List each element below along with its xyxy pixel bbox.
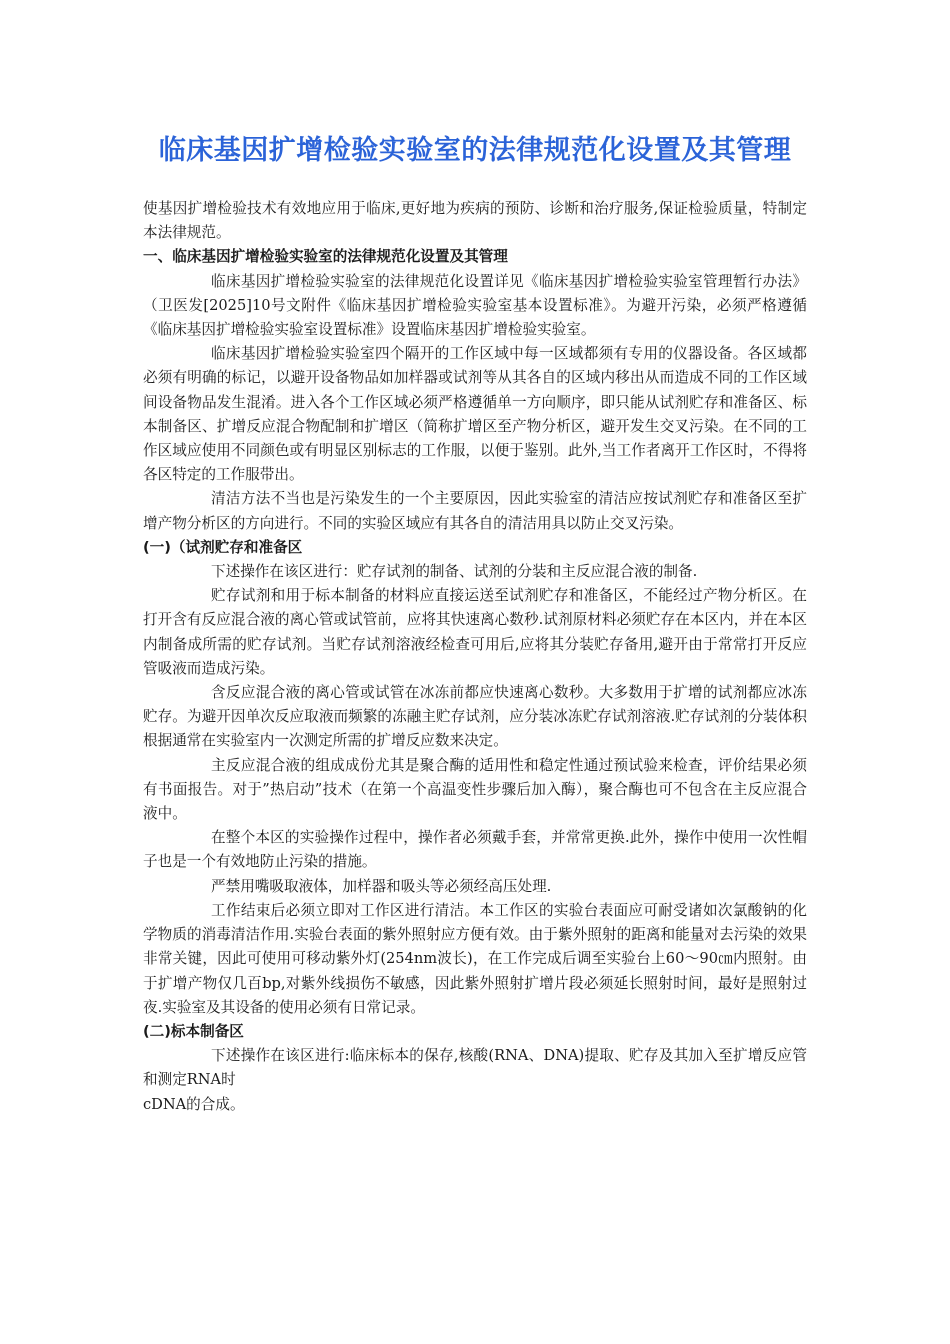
paragraph: 临床基因扩增检验实验室的法律规范化设置详见《临床基因扩增检验实验室管理暂行办法》（卫医发[2025]10号文附件《临床基因扩增检验实验室基本设置标准》。为避开污染，必须严格遵循《临床基因扩增检验实验室设置标准》设置临床基因扩增检验实验室。 xyxy=(143,272,807,339)
paragraph: 下述操作在该区进行：贮存试剂的制备、试剂的分装和主反应混合液的制备. xyxy=(211,563,698,581)
paragraph-continuation: cDNA的合成。 xyxy=(143,1095,245,1113)
paragraph: 工作结束后必须立即对工作区进行清洁。本工作区的实验台表面应可耐受诸如次氯酸钠的化学物质的消毒清洁作用.实验台表面的紫外照射应方便有效。由于紫外照射的距离和能量对去污染的效果非常关键，因此可使用可移动紫外灯(254nm波长)，在工作完成后调至实验台上60～90㎝内照射。由于扩增产物仅几百bp,对紫外线损伤不敏感，因此紫外照射扩增片段必须延长照射时间，最好是照射过夜.实验室及其设备的使用必须有日常记录。 xyxy=(143,901,807,1016)
document-title: 临床基因扩增检验实验室的法律规范化设置及其管理 xyxy=(158,135,792,166)
section-heading-2: (一)（试剂贮存和准备区 xyxy=(143,538,303,556)
section-heading-3: (二)标本制备区 xyxy=(143,1022,244,1040)
paragraph: 贮存试剂和用于标本制备的材料应直接运送至试剂贮存和准备区，不能经过产物分析区。在打开含有反应混合液的离心管或试管前，应将其快速离心数秒.试剂原材料必须贮存在本区内，并在本区内制备成所需的贮存试剂。当贮存试剂溶液经检查可用后,应将其分装贮存备用,避开由于常常打开反应管吸液而造成污染。 xyxy=(143,587,807,677)
paragraph: 清洁方法不当也是污染发生的一个主要原因，因此实验室的清洁应按试剂贮存和准备区至扩增产物分析区的方向进行。不同的实验区域应有其各自的清洁用具以防止交叉污染。 xyxy=(143,490,807,532)
paragraph: 含反应混合液的离心管或试管在冰冻前都应快速离心数秒。大多数用于扩增的试剂都应冰冻贮存。为避开因单次反应取液而频繁的冻融主贮存试剂，应分装冰冻贮存试剂溶液.贮存试剂的分装体积根据通常在实验室内一次测定所需的扩增反应数来决定。 xyxy=(143,684,807,750)
paragraph: 下述操作在该区进行:临床标本的保存,核酸(RNA、DNA)提取、贮存及其加入至扩增反应管和测定RNA时 xyxy=(143,1047,807,1089)
document-body xyxy=(143,197,807,1117)
paragraph: 主反应混合液的组成成份尤其是聚合酶的适用性和稳定性通过预试验来检查，评价结果必须有书面报告。对于”热启动”技术（在第一个高温变性步骤后加入酶），聚合酶也可不包含在主反应混合液中。 xyxy=(143,756,807,823)
section-heading-1: 一、临床基因扩增检验实验室的法律规范化设置及其管理 xyxy=(143,248,508,266)
paragraph: 严禁用嘴吸取液体，加样器和吸头等必须经高压处理. xyxy=(211,877,552,895)
paragraph: 临床基因扩增检验实验室四个隔开的工作区域中每一区域都须有专用的仪器设备。各区域都必须有明确的标记，以避开设备物品如加样器或试剂等从其各自的区域内移出从而造成不同的工作区域间设备物品发生混淆。进入各个工作区域必须严格遵循单一方向顺序，即只能从试剂贮存和准备区、标本制备区、扩增反应混合物配制和扩增区（简称扩增区至产物分析区，避开发生交叉污染。在不同的工作区域应使用不同颜色或有明显区别标志的工作服，以便于鉴别。此外,当工作者离开工作区时，不得将各区特定的工作服带出。 xyxy=(143,345,807,484)
intro-paragraph: 使基因扩增检验技术有效地应用于临床,更好地为疾病的预防、诊断和治疗服务,保证检验质量，特制定本法律规范。 xyxy=(143,200,807,242)
paragraph: 在整个本区的实验操作过程中，操作者必须戴手套，并常常更换.此外，操作中使用一次性帽子也是一个有效地防止污染的措施。 xyxy=(143,829,807,871)
